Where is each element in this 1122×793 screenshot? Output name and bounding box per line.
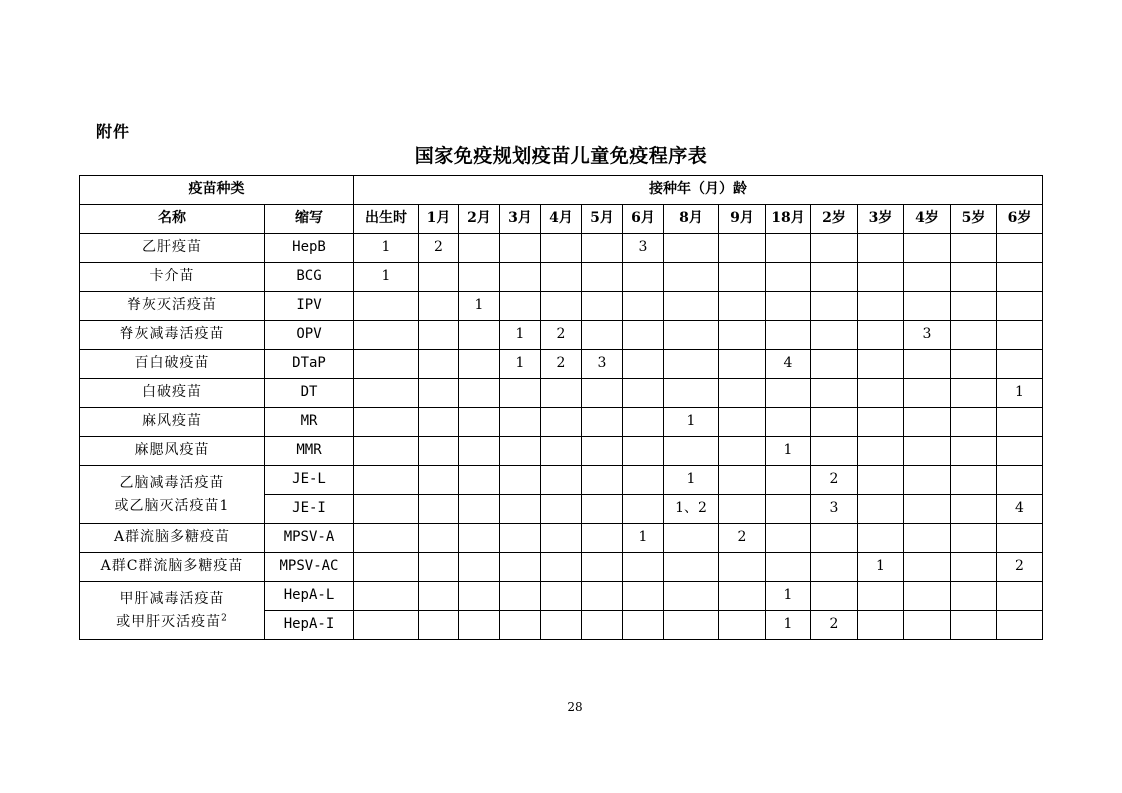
dose-cell	[951, 553, 997, 582]
dose-cell	[951, 263, 997, 292]
dose-cell	[500, 379, 541, 408]
dose-cell: 1	[500, 321, 541, 350]
vaccine-abbr: HepA-L	[265, 582, 354, 611]
dose-cell	[623, 350, 664, 379]
dose-cell: 3	[904, 321, 951, 350]
table-row	[80, 321, 1043, 350]
vaccine-abbr: DTaP	[265, 350, 354, 379]
dose-cell	[951, 466, 997, 495]
header-age-7: 8月	[664, 205, 719, 234]
dose-cell	[419, 408, 459, 437]
dose-cell	[811, 408, 858, 437]
dose-cell	[419, 321, 459, 350]
dose-cell	[354, 408, 419, 437]
dose-cell	[766, 263, 811, 292]
dose-cell	[766, 524, 811, 553]
dose-cell	[623, 321, 664, 350]
dose-cell	[541, 611, 582, 640]
dose-cell	[858, 611, 904, 640]
dose-cell	[858, 263, 904, 292]
dose-cell	[951, 350, 997, 379]
dose-cell	[623, 495, 664, 524]
dose-cell	[623, 379, 664, 408]
dose-cell	[904, 611, 951, 640]
dose-cell	[904, 524, 951, 553]
dose-cell	[459, 321, 500, 350]
vaccine-name-line2-text: 或乙脑灭活疫苗1	[114, 497, 230, 514]
dose-cell	[997, 350, 1043, 379]
table-row	[80, 292, 1043, 321]
dose-cell	[582, 292, 623, 321]
dose-cell	[354, 350, 419, 379]
dose-cell	[500, 495, 541, 524]
dose-cell	[500, 582, 541, 611]
dose-cell	[858, 350, 904, 379]
dose-cell	[904, 437, 951, 466]
dose-cell	[623, 553, 664, 582]
dose-cell	[500, 524, 541, 553]
dose-cell	[419, 466, 459, 495]
vaccine-name-line1: 甲肝减毒活疫苗	[119, 591, 225, 608]
dose-cell	[719, 263, 766, 292]
dose-cell	[459, 234, 500, 263]
dose-cell	[582, 466, 623, 495]
dose-cell	[582, 437, 623, 466]
dose-cell	[719, 611, 766, 640]
dose-cell: 1	[664, 408, 719, 437]
dose-cell	[719, 379, 766, 408]
vaccine-name: 脊灰灭活疫苗	[80, 292, 265, 321]
dose-cell: 1	[500, 350, 541, 379]
header-age-5: 5月	[582, 205, 623, 234]
dose-cell	[997, 321, 1043, 350]
vaccine-name: 卡介苗	[80, 263, 265, 292]
dose-cell: 4	[766, 350, 811, 379]
vaccine-name: 百白破疫苗	[80, 350, 265, 379]
dose-cell	[811, 524, 858, 553]
dose-cell	[354, 524, 419, 553]
dose-cell	[997, 582, 1043, 611]
dose-cell	[997, 292, 1043, 321]
dose-cell	[766, 466, 811, 495]
dose-cell: 1	[766, 437, 811, 466]
dose-cell	[541, 437, 582, 466]
dose-cell	[419, 350, 459, 379]
dose-cell	[664, 379, 719, 408]
dose-cell	[582, 582, 623, 611]
dose-cell	[459, 408, 500, 437]
dose-cell	[719, 408, 766, 437]
table-row	[80, 553, 1043, 582]
dose-cell	[623, 263, 664, 292]
vaccine-abbr: MR	[265, 408, 354, 437]
dose-cell	[997, 263, 1043, 292]
dose-cell	[419, 437, 459, 466]
header-age-4: 4月	[541, 205, 582, 234]
table-row	[80, 408, 1043, 437]
header-abbr: 缩写	[265, 205, 354, 234]
dose-cell	[664, 437, 719, 466]
dose-cell	[951, 379, 997, 408]
dose-cell	[997, 408, 1043, 437]
table-row	[80, 524, 1043, 553]
dose-cell	[951, 495, 997, 524]
vaccine-abbr: IPV	[265, 292, 354, 321]
dose-cell	[664, 524, 719, 553]
vaccine-abbr: MPSV-A	[265, 524, 354, 553]
dose-cell	[904, 553, 951, 582]
dose-cell	[904, 495, 951, 524]
dose-cell	[858, 466, 904, 495]
vaccine-abbr: OPV	[265, 321, 354, 350]
dose-cell	[858, 495, 904, 524]
dose-cell: 1、2	[664, 495, 719, 524]
dose-cell	[719, 292, 766, 321]
dose-cell	[858, 379, 904, 408]
dose-cell	[811, 263, 858, 292]
header-age-8: 9月	[719, 205, 766, 234]
dose-cell	[904, 466, 951, 495]
dose-cell: 3	[582, 350, 623, 379]
dose-cell	[459, 553, 500, 582]
dose-cell	[582, 553, 623, 582]
dose-cell	[858, 524, 904, 553]
dose-cell	[582, 234, 623, 263]
dose-cell	[500, 408, 541, 437]
dose-cell	[664, 263, 719, 292]
dose-cell	[419, 524, 459, 553]
header-age-3: 3月	[500, 205, 541, 234]
dose-cell	[623, 292, 664, 321]
vaccine-name: A群C群流脑多糖疫苗	[80, 553, 265, 582]
vaccine-name: 麻腮风疫苗	[80, 437, 265, 466]
header-age-2: 2月	[459, 205, 500, 234]
header-age-11: 3岁	[858, 205, 904, 234]
dose-cell	[951, 524, 997, 553]
header-name: 名称	[80, 205, 265, 234]
dose-cell	[541, 408, 582, 437]
dose-cell	[664, 611, 719, 640]
dose-cell	[951, 437, 997, 466]
dose-cell	[354, 466, 419, 495]
vaccine-name: 脊灰减毒活疫苗	[80, 321, 265, 350]
vaccine-name-line1: 乙脑减毒活疫苗	[119, 475, 225, 492]
dose-cell: 2	[541, 350, 582, 379]
vaccine-abbr: JE-I	[265, 495, 354, 524]
vaccine-abbr: MPSV-AC	[265, 553, 354, 582]
dose-cell	[541, 466, 582, 495]
table-row	[80, 350, 1043, 379]
vaccine-name: 白破疫苗	[80, 379, 265, 408]
dose-cell	[719, 321, 766, 350]
dose-cell	[541, 234, 582, 263]
table-row	[80, 437, 1043, 466]
dose-cell: 2	[997, 553, 1043, 582]
vaccine-abbr: HepB	[265, 234, 354, 263]
vaccine-abbr: JE-L	[265, 466, 354, 495]
dose-cell: 2	[541, 321, 582, 350]
dose-cell	[766, 379, 811, 408]
dose-cell	[354, 292, 419, 321]
table-row	[80, 234, 1043, 263]
dose-cell: 1	[858, 553, 904, 582]
dose-cell: 2	[419, 234, 459, 263]
dose-cell	[541, 553, 582, 582]
dose-cell: 1	[997, 379, 1043, 408]
vaccine-abbr: BCG	[265, 263, 354, 292]
page-number: 28	[567, 700, 583, 714]
dose-cell	[582, 408, 623, 437]
dose-cell	[904, 408, 951, 437]
dose-cell	[811, 582, 858, 611]
dose-cell	[459, 611, 500, 640]
dose-cell	[623, 611, 664, 640]
dose-cell: 4	[997, 495, 1043, 524]
dose-cell	[419, 292, 459, 321]
dose-cell	[459, 495, 500, 524]
dose-cell	[582, 263, 623, 292]
dose-cell	[858, 582, 904, 611]
dose-cell	[951, 321, 997, 350]
dose-cell	[811, 321, 858, 350]
dose-cell	[623, 582, 664, 611]
dose-cell	[354, 379, 419, 408]
vaccine-name	[80, 582, 265, 640]
dose-cell	[719, 234, 766, 263]
dose-cell	[858, 437, 904, 466]
dose-cell	[459, 379, 500, 408]
header-age-13: 5岁	[951, 205, 997, 234]
dose-cell	[858, 292, 904, 321]
header-age: 接种年（月）龄	[354, 176, 1043, 205]
dose-cell	[858, 234, 904, 263]
header-age-0: 出生时	[354, 205, 419, 234]
header-age-1: 1月	[419, 205, 459, 234]
dose-cell	[541, 263, 582, 292]
dose-cell	[811, 234, 858, 263]
dose-cell	[904, 263, 951, 292]
dose-cell	[459, 350, 500, 379]
dose-cell	[858, 408, 904, 437]
header-age-10: 2岁	[811, 205, 858, 234]
vaccine-name-line2	[80, 611, 264, 633]
vaccine-name: 麻风疫苗	[80, 408, 265, 437]
dose-cell	[582, 495, 623, 524]
dose-cell: 1	[354, 263, 419, 292]
document-title: 国家免疫规划疫苗儿童免疫程序表	[414, 145, 708, 167]
dose-cell	[811, 379, 858, 408]
dose-cell	[766, 408, 811, 437]
dose-cell	[500, 234, 541, 263]
dose-cell	[904, 350, 951, 379]
vaccine-name-line2-text: 或甲肝灭活疫苗	[116, 613, 222, 630]
dose-cell	[459, 582, 500, 611]
dose-cell	[419, 553, 459, 582]
dose-cell	[541, 582, 582, 611]
dose-cell	[459, 524, 500, 553]
dose-cell	[354, 321, 419, 350]
dose-cell: 1	[664, 466, 719, 495]
dose-cell	[500, 553, 541, 582]
dose-cell	[719, 350, 766, 379]
dose-cell	[719, 495, 766, 524]
dose-cell	[664, 553, 719, 582]
dose-cell	[459, 437, 500, 466]
dose-cell	[500, 611, 541, 640]
vaccine-name-line2	[80, 495, 264, 517]
dose-cell	[582, 321, 623, 350]
dose-cell	[811, 553, 858, 582]
header-age-12: 4岁	[904, 205, 951, 234]
annex-label: 附件	[96, 122, 131, 141]
dose-cell	[500, 437, 541, 466]
immunization-schedule-table	[79, 175, 1043, 640]
dose-cell	[719, 582, 766, 611]
dose-cell: 3	[811, 495, 858, 524]
dose-cell	[354, 611, 419, 640]
dose-cell	[623, 466, 664, 495]
dose-cell	[419, 582, 459, 611]
dose-cell	[419, 263, 459, 292]
dose-cell	[904, 582, 951, 611]
header-age-9: 18月	[766, 205, 811, 234]
vaccine-name	[80, 466, 265, 524]
dose-cell	[951, 408, 997, 437]
dose-cell: 1	[459, 292, 500, 321]
dose-cell	[500, 466, 541, 495]
dose-cell	[951, 611, 997, 640]
header-age-14: 6岁	[997, 205, 1043, 234]
dose-cell	[766, 234, 811, 263]
dose-cell	[419, 611, 459, 640]
table-row	[80, 263, 1043, 292]
dose-cell: 1	[766, 611, 811, 640]
dose-cell: 1	[623, 524, 664, 553]
dose-cell	[354, 495, 419, 524]
dose-cell	[766, 553, 811, 582]
footnote-marker: 2	[221, 612, 228, 623]
dose-cell	[582, 379, 623, 408]
dose-cell	[664, 582, 719, 611]
dose-cell	[664, 234, 719, 263]
dose-cell	[766, 495, 811, 524]
dose-cell	[354, 582, 419, 611]
dose-cell	[719, 437, 766, 466]
dose-cell	[997, 234, 1043, 263]
dose-cell	[951, 234, 997, 263]
vaccine-abbr: HepA-I	[265, 611, 354, 640]
dose-cell	[354, 553, 419, 582]
dose-cell	[811, 292, 858, 321]
dose-cell	[664, 321, 719, 350]
dose-cell	[664, 350, 719, 379]
table-row	[80, 582, 1043, 611]
dose-cell	[541, 292, 582, 321]
dose-cell	[997, 611, 1043, 640]
dose-cell: 3	[623, 234, 664, 263]
table-row	[80, 466, 1043, 495]
dose-cell	[500, 263, 541, 292]
dose-cell	[459, 263, 500, 292]
dose-cell	[719, 553, 766, 582]
dose-cell	[997, 466, 1043, 495]
dose-cell	[997, 437, 1043, 466]
dose-cell	[858, 321, 904, 350]
vaccine-abbr: MMR	[265, 437, 354, 466]
dose-cell	[951, 582, 997, 611]
dose-cell	[582, 611, 623, 640]
dose-cell	[541, 495, 582, 524]
dose-cell: 2	[811, 611, 858, 640]
dose-cell	[811, 350, 858, 379]
dose-cell	[419, 495, 459, 524]
dose-cell	[766, 321, 811, 350]
dose-cell	[354, 437, 419, 466]
table-row	[80, 379, 1043, 408]
vaccine-name: A群流脑多糖疫苗	[80, 524, 265, 553]
dose-cell	[459, 466, 500, 495]
dose-cell	[623, 408, 664, 437]
vaccine-abbr: DT	[265, 379, 354, 408]
dose-cell: 1	[354, 234, 419, 263]
dose-cell	[541, 379, 582, 408]
dose-cell: 2	[719, 524, 766, 553]
dose-cell	[904, 234, 951, 263]
dose-cell: 2	[811, 466, 858, 495]
dose-cell	[766, 292, 811, 321]
dose-cell	[997, 524, 1043, 553]
dose-cell: 1	[766, 582, 811, 611]
dose-cell	[623, 437, 664, 466]
header-age-6: 6月	[623, 205, 664, 234]
dose-cell	[719, 466, 766, 495]
dose-cell	[951, 292, 997, 321]
dose-cell	[904, 379, 951, 408]
dose-cell	[811, 437, 858, 466]
dose-cell	[904, 292, 951, 321]
dose-cell	[419, 379, 459, 408]
dose-cell	[541, 524, 582, 553]
header-vaccine-type: 疫苗种类	[80, 176, 354, 205]
dose-cell	[582, 524, 623, 553]
dose-cell	[500, 292, 541, 321]
vaccine-name: 乙肝疫苗	[80, 234, 265, 263]
dose-cell	[664, 292, 719, 321]
